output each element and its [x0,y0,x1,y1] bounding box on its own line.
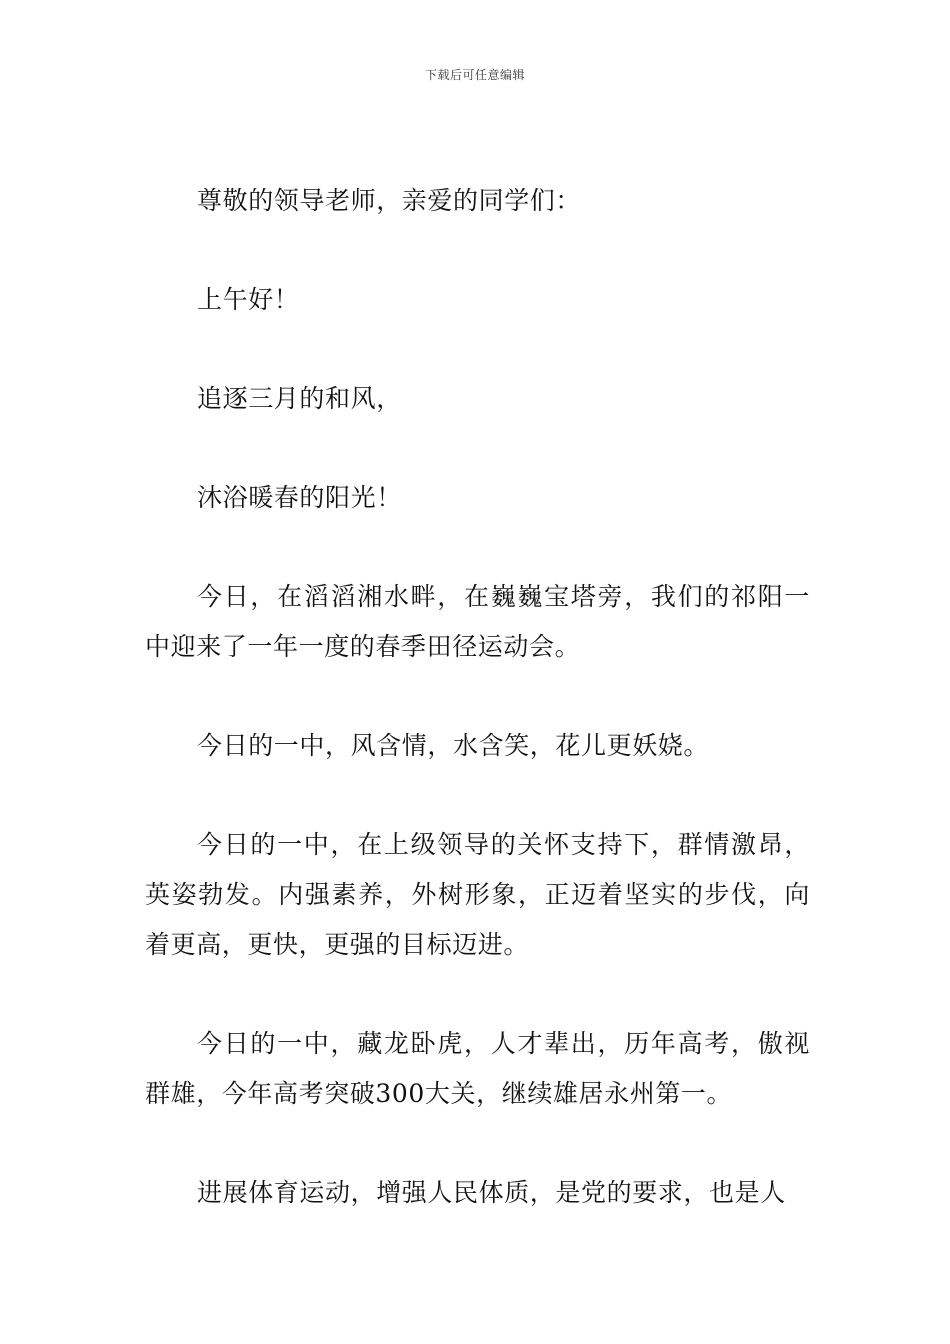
paragraph: 今日，在滔滔湘水畔，在巍巍宝塔旁，我们的祁阳一中迎来了一年一度的春季田径运动会。 [145,582,810,661]
paragraph: 进展体育运动，增强人民体质，是党的要求，也是人 [197,1178,786,1207]
paragraph: 追逐三月的和风， [197,384,402,413]
paragraph: 沐浴暖春的阳光！ [197,483,402,512]
paragraph: 上午好！ [197,285,300,314]
paragraph: 今日的一中，在上级领导的关怀支持下，群情激昂，英姿勃发。内强素养，外树形象，正迈着坚实的步伐，向着更高，更快，更强的目标迈进。 [145,830,810,959]
paragraph: 今日的一中，藏龙卧虎，人才辈出，历年高考，傲视群雄，今年高考突破300大关，继续雄居永州第一。 [145,1029,810,1108]
document-body [145,176,810,1218]
paragraph: 今日的一中，风含情，水含笑，花儿更妖娆。 [197,731,710,760]
greeting-paragraph: 尊敬的领导老师，亲爱的同学们： [197,186,582,215]
page-header-note: 下载后可任意编辑 [424,68,525,82]
